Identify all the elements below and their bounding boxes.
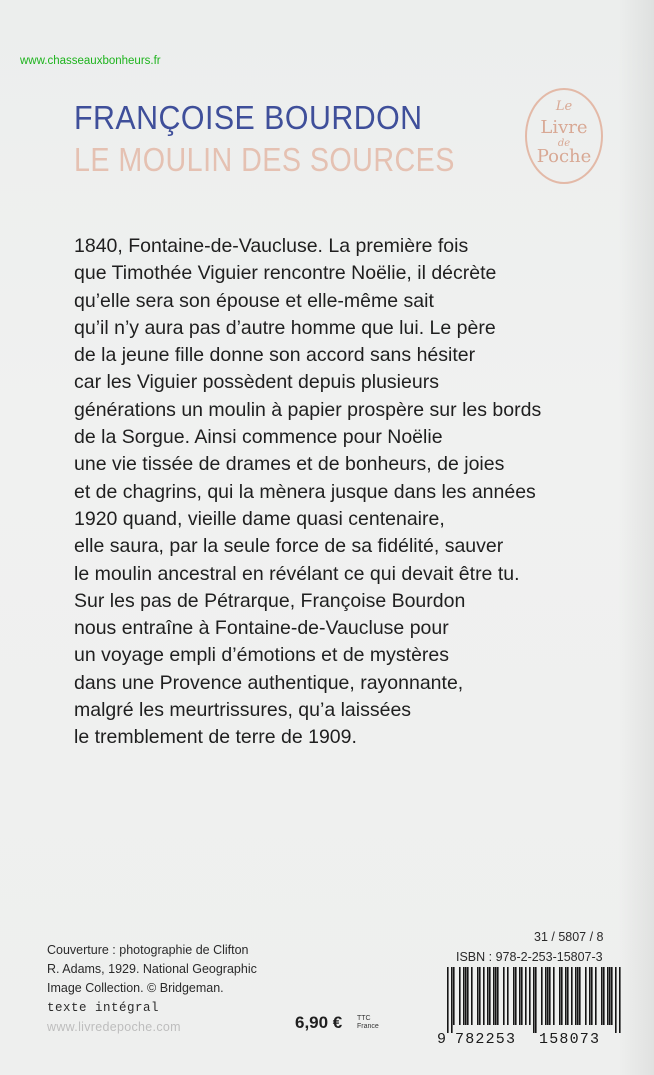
barcode-bar [451, 967, 453, 1033]
blurb-line: qu’il n’y aura pas d’autre homme que lui. Le père [74, 316, 496, 339]
barcode-bar [487, 967, 489, 1025]
barcode-bar [459, 967, 461, 1025]
blurb-line: de la Sorgue. Ainsi commence pour Noëlie [74, 426, 443, 449]
blurb-line: un voyage empli d’émotions et de mystères [74, 644, 450, 667]
barcode-right-digits: 158073 [539, 1031, 601, 1045]
barcode-bar [465, 967, 467, 1025]
barcode-bar [541, 967, 543, 1025]
barcode-bar [575, 967, 577, 1025]
barcode-bar [591, 967, 593, 1025]
price: 6,90 € [295, 1013, 343, 1032]
barcode-bar [497, 967, 499, 1025]
blurb-text [74, 233, 614, 752]
logo-line-2: Livre [540, 117, 588, 138]
barcode-bar [479, 967, 481, 1025]
barcode-bar [553, 967, 555, 1025]
barcode-bar [493, 967, 495, 1025]
catalog-code: 31 / 5807 / 8 [534, 930, 604, 944]
barcode-bar [549, 967, 551, 1025]
barcode-bar [529, 967, 531, 1025]
blurb-line: Sur les pas de Pétrarque, Françoise Bourdon [74, 589, 466, 612]
barcode-bar [471, 967, 473, 1025]
barcode-bar [577, 967, 579, 1025]
barcode-bars [447, 967, 621, 1033]
price-tax-note [357, 1015, 379, 1031]
blurb-line: dans une Provence authentique, rayonnante, [74, 671, 464, 694]
barcode-bar [519, 967, 521, 1025]
logo-line-1: Le [555, 99, 573, 114]
barcode-bar [489, 967, 491, 1025]
barcode-bar [589, 967, 591, 1025]
book-title: LE MOULIN DES SOURCES [74, 141, 455, 178]
barcode-bar [477, 967, 479, 1025]
blurb-line: elle saura, par la seule force de sa fidélité, sauver [74, 535, 504, 558]
author-name: FRANÇOISE BOURDON [74, 99, 423, 136]
blurb-line: que Timothée Viguier rencontre Noëlie, il décrète [74, 262, 497, 285]
barcode-bar [515, 967, 517, 1025]
barcode-bar [611, 967, 613, 1025]
barcode-bar [545, 967, 547, 1025]
barcode-bar [503, 967, 505, 1025]
blurb-line: le tremblement de terre de 1909. [74, 726, 357, 749]
watermark-url: www.chasseauxbonheurs.fr [20, 55, 161, 67]
price-ttc: TTC [357, 1015, 371, 1022]
barcode-first-digit: 9 [437, 1031, 447, 1045]
barcode-bar [603, 967, 605, 1025]
logo-line-4: Poche [536, 146, 592, 167]
price-country: France [357, 1023, 379, 1030]
barcode-bar [533, 967, 535, 1033]
blurb-line: une vie tissée de drames et de bonheurs, de joies [74, 453, 505, 476]
blurb-line: le moulin ancestral en révélant ce qui devait être tu. [74, 562, 520, 585]
blurb-line: 1840, Fontaine-de-Vaucluse. La première fois [74, 235, 469, 257]
barcode-bar [463, 967, 465, 1025]
logo-line-3: de [557, 138, 571, 149]
barcode-bar [579, 967, 581, 1025]
barcode-bar [521, 967, 523, 1025]
blurb-line: de la jeune fille donne son accord sans hésiter [74, 344, 476, 367]
isbn: ISBN : 978-2-253-15807-3 [456, 950, 603, 964]
barcode-bar [615, 967, 617, 1033]
barcode-bar [561, 967, 563, 1025]
blurb-line: 1920 quand, vieille dame quasi centenaire, [74, 507, 445, 530]
barcode-bar [447, 967, 449, 1033]
barcode-bar [467, 967, 469, 1025]
blurb-line: malgré les meurtrissures, qu’a laissées [74, 699, 412, 722]
barcode-bar [595, 967, 597, 1025]
barcode [433, 967, 623, 1045]
barcode-bar [535, 967, 537, 1033]
credits-line: Couverture : photographie de Clifton [47, 943, 249, 957]
barcode-bar [525, 967, 527, 1025]
publisher-website: www.livredepoche.com [47, 1020, 181, 1034]
page-edge-shadow [618, 0, 654, 1075]
barcode-left-digits: 782253 [455, 1031, 517, 1045]
barcode-bar [585, 967, 587, 1025]
barcode-bar [607, 967, 609, 1025]
blurb-line: générations un moulin à papier prospère sur les bords [74, 398, 542, 421]
credits-line: R. Adams, 1929. National Geographic [47, 962, 257, 976]
blurb-line: nous entraîne à Fontaine-de-Vaucluse pour [74, 617, 449, 640]
barcode-bar [571, 967, 573, 1025]
credits-line: Image Collection. © Bridgeman. [47, 981, 224, 995]
barcode-bar [601, 967, 603, 1025]
barcode-bar [507, 967, 509, 1025]
blurb-line: qu’elle sera son épouse et elle-même sait [74, 289, 434, 312]
barcode-bar [559, 967, 561, 1025]
barcode-bar [609, 967, 611, 1025]
blurb-line: et de chagrins, qui la mènera jusque dans les années [74, 480, 536, 503]
barcode-bar [483, 967, 485, 1025]
blurb-line: car les Viguier possèdent depuis plusieurs [74, 371, 439, 394]
barcode-bar [495, 967, 497, 1025]
barcode-bar [453, 967, 455, 1025]
cover-credits [47, 941, 257, 998]
barcode-bar [547, 967, 549, 1025]
barcode-bar [513, 967, 515, 1025]
barcode-bar [567, 967, 569, 1025]
barcode-bar [619, 967, 621, 1033]
unabridged-label: texte intégral [47, 1001, 160, 1015]
barcode-bar [565, 967, 567, 1025]
publisher-logo [525, 88, 603, 184]
